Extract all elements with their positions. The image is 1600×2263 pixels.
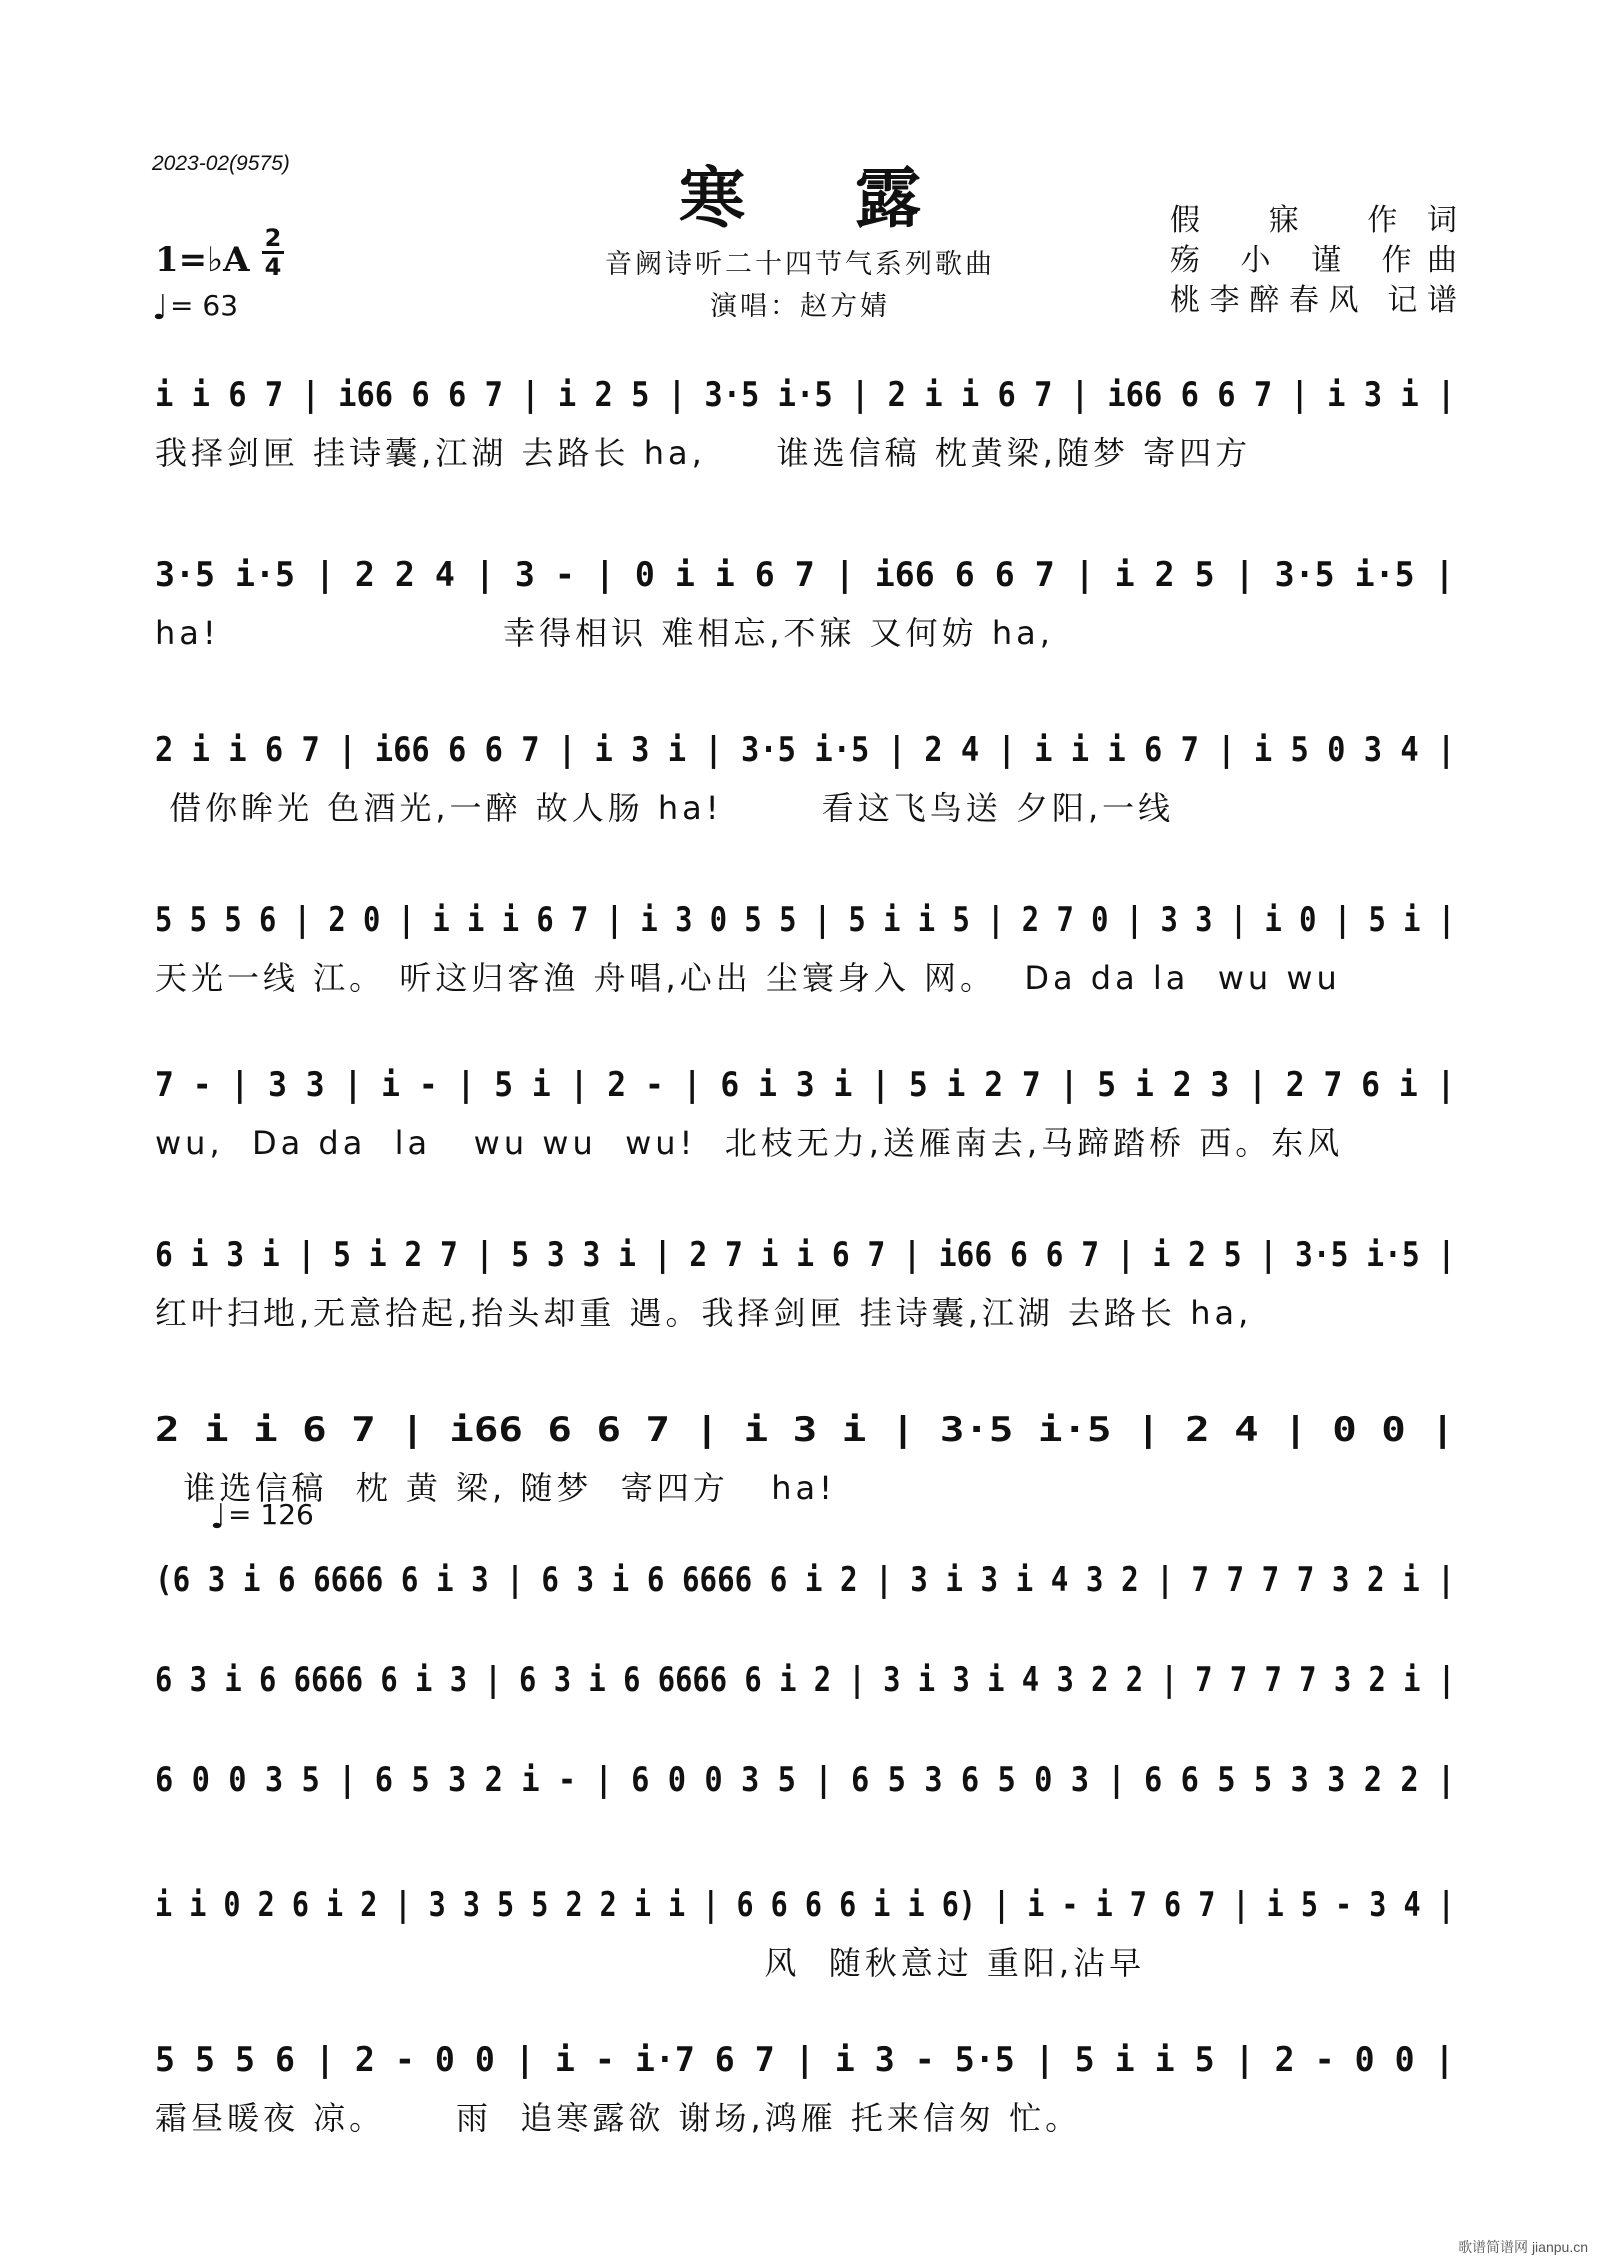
notation-row — [155, 1645, 1455, 1715]
notation-row — [155, 885, 1455, 955]
lyric-text: 红叶扫地,无意拾起,抬头却重 遇。我择剑匣 挂诗囊,江湖 去路长 ha, — [155, 1294, 1253, 1332]
notation-row — [155, 1050, 1455, 1120]
tempo-value: = 63 — [170, 289, 239, 322]
notation-text: (6 3 i 6 6666 6 i 3 | 6 3 i 6 6666 6 i 2 | 3 i 3 i 4 3 2 | 7 7 7 7 3 2 i | — [155, 1560, 1455, 1600]
singer-credit: 演唱：赵方婧 — [710, 291, 890, 322]
notation-row — [155, 1395, 1455, 1465]
lyric-text: 风 随秋意过 重阳,沾早 — [155, 1944, 1146, 1982]
notation-text: 6 0 0 3 5 | 6 5 3 2 i - | 6 0 0 3 5 | 6 5 3 6 5 0 3 | 6 6 5 5 3 3 2 2 | — [155, 1760, 1456, 1800]
key-signature: 1=♭A — [155, 240, 250, 280]
quarter-note-icon: ♩ — [210, 1497, 227, 1537]
song-title: 寒露 — [679, 159, 1031, 237]
time-signature-bottom: 4 — [264, 253, 282, 281]
lyric-text: 天光一线 江。 听这归客渔 舟唱,心出 尘寰身入 网。 Da da la wu wu — [155, 959, 1341, 997]
lyric-text: 我择剑匣 挂诗囊,江湖 去路长 ha, 谁选信稿 枕黄梁,随梦 寄四方 — [155, 434, 1252, 472]
lyric-row — [155, 1118, 1455, 1164]
tempo-marking — [152, 288, 238, 328]
notation-text: 6 3 i 6 6666 6 i 3 | 6 3 i 6 6666 6 i 2 | 3 i 3 i 4 3 2 2 | 7 7 7 7 3 2 i | — [155, 1660, 1456, 1700]
lyric-row — [155, 1288, 1455, 1334]
tempo-value-2: = 126 — [228, 1498, 314, 1531]
lyric-text: ha! 幸得相识 难相忘,不寐 又何妨 ha, — [155, 614, 1054, 652]
lyric-text: 谁选信稿 枕 黄 梁, 随梦 寄四方 ha! — [155, 1469, 836, 1507]
notation-text: 5 5 5 6 | 2 0 | i i i 6 7 | i 3 0 5 5 | 5 i i 5 | 2 7 0 | 3 3 | i 0 | 5 i | — [155, 900, 1456, 940]
notation-row — [155, 1870, 1455, 1940]
lyric-row — [155, 953, 1455, 999]
lyric-row — [155, 608, 1455, 654]
notation-text: 3·5 i·5 | 2 2 4 | 3 - | 0 i i 6 7 | i66 6 6 7 | i 2 5 | 3·5 i·5 | — [155, 555, 1455, 595]
score-code: 2023-02(9575) — [152, 152, 290, 175]
notation-row — [155, 540, 1455, 610]
lyricist-credit: 假 寐 作词 — [1170, 203, 1460, 238]
notation-row — [155, 715, 1455, 785]
notation-row — [155, 1545, 1455, 1615]
notation-text: 2 i i 6 7 | i66 6 6 7 | i 3 i | 3·5 i·5 | 2 4 | 0 0 | — [155, 1410, 1455, 1450]
quarter-note-icon: ♩ — [152, 288, 169, 328]
lyric-text: 霜昼暖夜 凉。 雨 追寒露欲 谢场,鸿雁 托来信匆 忙。 — [155, 2099, 1082, 2137]
notation-text: i i 0 2 6 i 2 | 3 3 5 5 2 2 i i | 6 6 6 6 i i 6) | i - i 7 6 7 | i 5 - 3 4 | — [155, 1885, 1455, 1925]
transcriber-credit: 桃李醉春风 记谱 — [1170, 283, 1460, 318]
time-signature — [262, 225, 284, 280]
lyric-text: 借你眸光 色酒光,一醉 故人肠 ha! 看这飞鸟送 夕阳,一线 — [155, 789, 1175, 827]
notation-row — [155, 1220, 1455, 1290]
notation-row — [155, 2025, 1455, 2095]
composer-credit: 殇 小 谨 作曲 — [1170, 243, 1460, 278]
notation-row — [155, 360, 1455, 430]
notation-text: 5 5 5 6 | 2 - 0 0 | i - i·7 6 7 | i 3 - 5·5 | 5 i i 5 | 2 - 0 0 | — [155, 2040, 1455, 2080]
notation-text: 6 i 3 i | 5 i 2 7 | 5 3 3 i | 2 7 i i 6 7 | i66 6 6 7 | i 2 5 | 3·5 i·5 | — [155, 1235, 1456, 1275]
lyric-row — [155, 2093, 1455, 2139]
notation-text: 7 - | 3 3 | i - | 5 i | 2 - | 6 i 3 i | 5 i 2 7 | 5 i 2 3 | 2 7 6 i | — [155, 1065, 1456, 1105]
watermark: 歌谱简谱网 jianpu.cn — [1458, 2239, 1588, 2255]
notation-text: 2 i i 6 7 | i66 6 6 7 | i 3 i | 3·5 i·5 | 2 4 | i i i 6 7 | i 5 0 3 4 | — [155, 730, 1456, 770]
lyric-text: wu, Da da la wu wu wu! 北枝无力,送雁南去,马蹄踏桥 西。东风 — [155, 1124, 1344, 1162]
time-signature-top: 2 — [264, 224, 282, 252]
lyric-row — [155, 1938, 1455, 1984]
lyric-row — [155, 1463, 1455, 1509]
notation-row — [155, 1745, 1455, 1815]
lyric-row — [155, 428, 1455, 474]
lyric-row — [155, 783, 1455, 829]
song-subtitle: 音阙诗听二十四节气系列歌曲 — [605, 249, 995, 280]
notation-text: i i 6 7 | i66 6 6 7 | i 2 5 | 3·5 i·5 | 2 i i 6 7 | i66 6 6 7 | i 3 i | — [155, 375, 1456, 415]
